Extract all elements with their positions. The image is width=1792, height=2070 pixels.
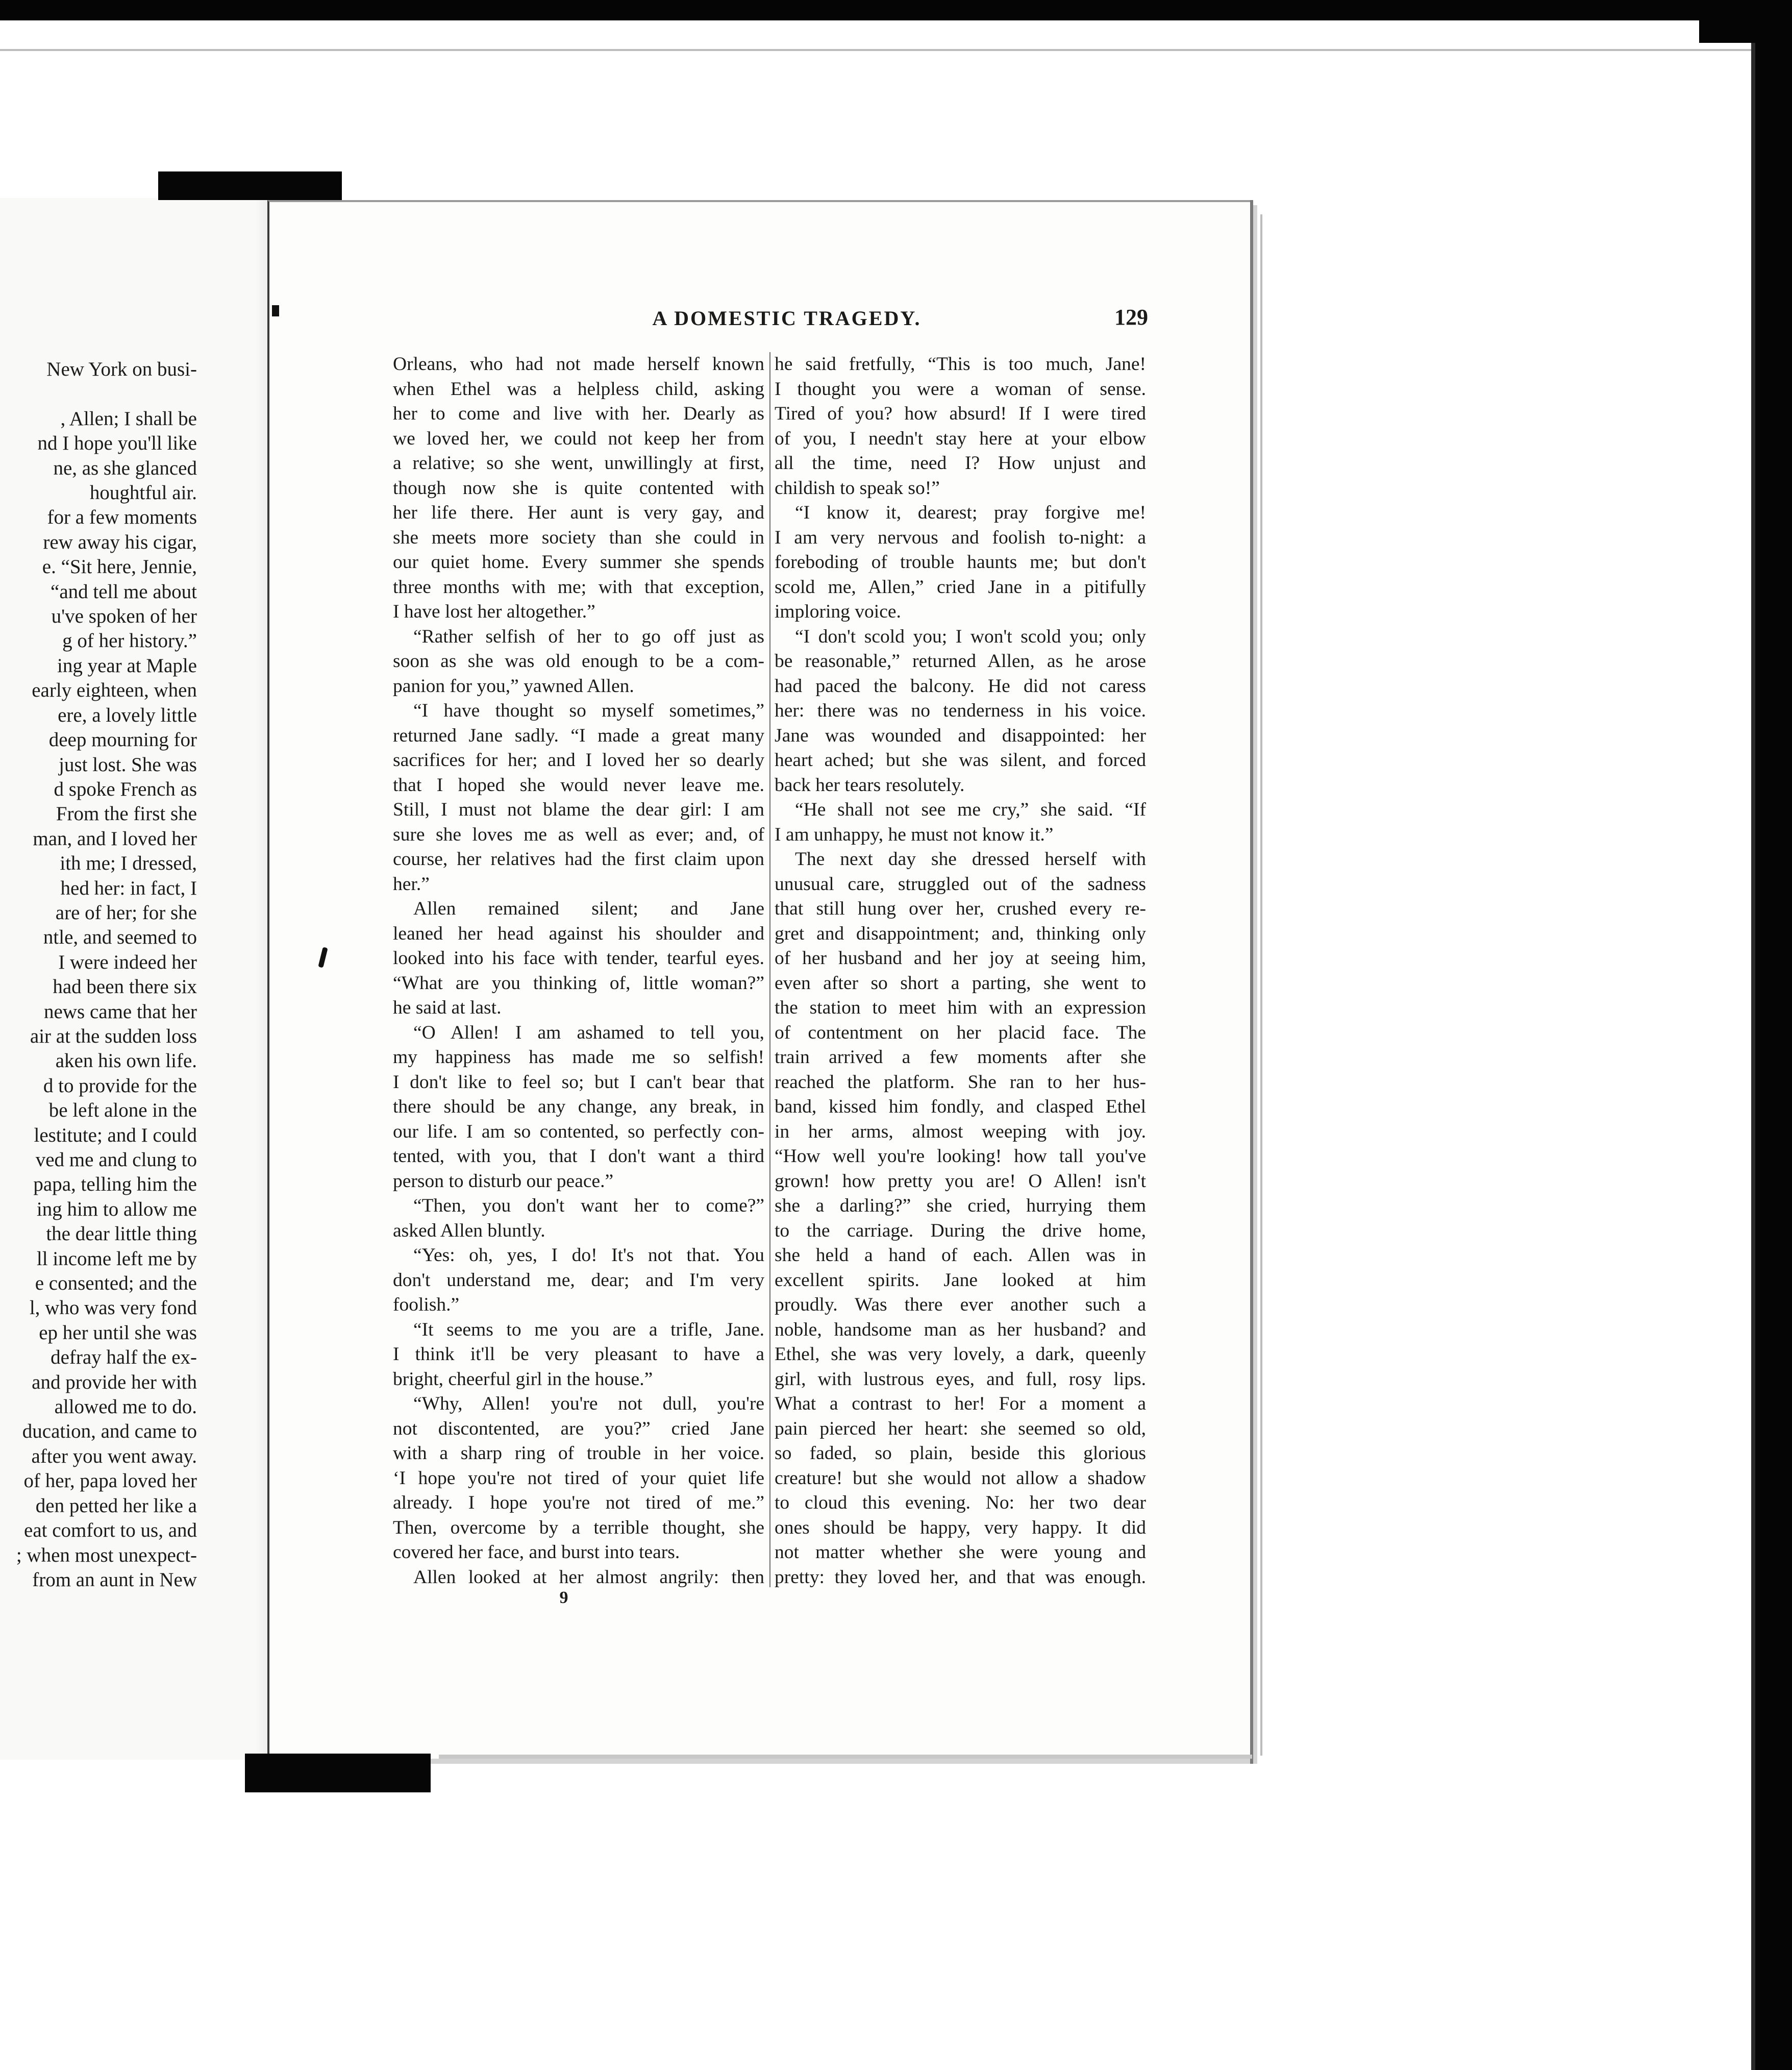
text-line: I am very nervous and foolish to-night: a bbox=[775, 527, 1146, 548]
text-line: scold me, Allen,” cried Jane in a pitifully bbox=[775, 576, 1146, 598]
text-line: Allen remained silent; and Jane bbox=[413, 898, 764, 919]
text-line: defray half the ex- bbox=[51, 1346, 197, 1369]
text-line: returned Jane sadly. “I made a great many bbox=[393, 725, 764, 746]
text-line: deep mourning for bbox=[48, 729, 197, 751]
text-line: eat comfort to us, and bbox=[24, 1519, 197, 1542]
text-line: ones should be happy, very happy. It did bbox=[775, 1517, 1146, 1538]
text-line: From the first she bbox=[56, 803, 197, 825]
text-line: Then, overcome by a terrible thought, she bbox=[393, 1517, 764, 1538]
text-line: air at the sudden loss bbox=[30, 1025, 197, 1047]
scan-frame-right bbox=[1755, 43, 1792, 2070]
text-line bbox=[0, 382, 197, 406]
previous-page-text bbox=[0, 357, 197, 1592]
previous-page bbox=[0, 198, 293, 1760]
text-line: tented, with you, that I don't want a third bbox=[393, 1146, 764, 1167]
text-line: pretty: they loved her, and that was enough. bbox=[775, 1566, 1146, 1588]
text-line: Tired of you? how absurd! If I were tired bbox=[775, 403, 1146, 424]
page-edge bbox=[1250, 200, 1253, 1764]
text-line: lestitute; and I could bbox=[34, 1124, 197, 1146]
text-line: ntle, and seemed to bbox=[43, 926, 197, 949]
text-line: grown! how pretty you are! O Allen! isn't bbox=[775, 1170, 1146, 1192]
text-line: she meets more society than she could in bbox=[393, 527, 764, 548]
text-line: in her arms, almost weeping with joy. bbox=[775, 1121, 1146, 1142]
text-line: d spoke French as bbox=[54, 778, 197, 800]
text-line: ll income left me by bbox=[36, 1247, 197, 1270]
text-line: excellent spirits. Jane looked at him bbox=[775, 1269, 1146, 1291]
text-line: to the carriage. During the drive home, bbox=[775, 1220, 1146, 1241]
text-line: our life. I am so contented, so perfectly con- bbox=[393, 1121, 764, 1142]
text-line: with a sharp ring of trouble in her voice. bbox=[393, 1443, 764, 1464]
text-line: foolish.” bbox=[393, 1294, 460, 1315]
text-line: “Then, you don't want her to come?” bbox=[413, 1195, 764, 1216]
text-line: course, her relatives had the first claim upon bbox=[393, 849, 764, 870]
text-line: news came that her bbox=[44, 1000, 197, 1023]
text-column-right bbox=[775, 352, 1146, 1590]
text-line: man, and I loved her bbox=[33, 827, 197, 850]
text-line: early eighteen, when bbox=[32, 679, 197, 702]
text-line: of you, I needn't stay here at your elbow bbox=[775, 428, 1146, 449]
ink-mark bbox=[272, 305, 279, 316]
text-line: so faded, so plain, beside this glorious bbox=[775, 1443, 1146, 1464]
text-line: “Rather selfish of her to go off just as bbox=[413, 626, 764, 647]
text-line: I were indeed her bbox=[58, 951, 197, 973]
text-line: unusual care, struggled out of the sadness bbox=[775, 873, 1146, 895]
text-line: “It seems to me you are a trifle, Jane. bbox=[413, 1319, 764, 1340]
text-line: The next day she dressed herself with bbox=[795, 849, 1146, 870]
text-line: “He shall not see me cry,” she said. “If bbox=[795, 799, 1146, 820]
text-line: childish to speak so!” bbox=[775, 477, 940, 499]
text-line: Orleans, who had not made herself known bbox=[393, 354, 764, 375]
text-line: already. I hope you're not tired of me.” bbox=[393, 1492, 764, 1513]
text-line: her.” bbox=[393, 873, 430, 895]
scan-frame-corner bbox=[1699, 0, 1792, 43]
text-column-left bbox=[393, 352, 764, 1590]
text-line: g of her history.” bbox=[62, 630, 197, 652]
text-line: ; when most unexpect- bbox=[16, 1544, 197, 1566]
text-line: we loved her, we could not keep her from bbox=[393, 428, 764, 449]
text-line: Still, I must not blame the dear girl: I am bbox=[393, 799, 764, 820]
text-line: girl, with lustrous eyes, and full, rosy lips. bbox=[775, 1368, 1146, 1390]
text-line: her: there was no tenderness in his voice. bbox=[775, 700, 1146, 721]
column-divider bbox=[769, 352, 770, 1587]
text-line: rew away his cigar, bbox=[43, 531, 197, 553]
text-line: person to disturb our peace.” bbox=[393, 1170, 614, 1192]
page-number: 129 bbox=[1114, 305, 1148, 330]
text-line: looked into his face with tender, tearful eyes. bbox=[393, 948, 764, 969]
text-line: there should be any change, any break, in bbox=[393, 1096, 764, 1117]
text-line: ere, a lovely little bbox=[58, 704, 197, 726]
text-line: ep her until she was bbox=[39, 1321, 197, 1344]
text-line: of contentment on her placid face. The bbox=[775, 1022, 1146, 1043]
scan-frame-top bbox=[0, 0, 1792, 20]
text-line: den petted her like a bbox=[35, 1494, 197, 1517]
text-line: our quiet home. Every summer she spends bbox=[393, 552, 764, 573]
text-line: and provide her with bbox=[32, 1371, 197, 1393]
text-line: “I know it, dearest; pray forgive me! bbox=[795, 502, 1146, 523]
text-line: hed her: in fact, I bbox=[60, 877, 197, 899]
text-line: back her tears resolutely. bbox=[775, 774, 965, 796]
text-line: leaned her head against his shoulder and bbox=[393, 923, 764, 944]
text-line: New York on busi- bbox=[46, 358, 197, 380]
text-line: of her husband and her joy at seeing him, bbox=[775, 948, 1146, 969]
text-line: houghtful air. bbox=[89, 482, 197, 504]
text-line: from an aunt in New bbox=[32, 1568, 197, 1591]
text-line: she a darling?” she cried, hurrying them bbox=[775, 1195, 1146, 1216]
text-line: , Allen; I shall be bbox=[60, 407, 197, 430]
text-line: soon as she was old enough to be a com- bbox=[393, 651, 764, 672]
text-line: imploring voice. bbox=[775, 601, 901, 622]
text-line: allowed me to do. bbox=[54, 1396, 197, 1418]
text-line: even after so short a parting, she went to bbox=[775, 972, 1146, 994]
text-line: are of her; for she bbox=[55, 901, 197, 924]
text-line: aken his own life. bbox=[55, 1050, 197, 1072]
text-line: noble, handsome man as her husband? and bbox=[775, 1319, 1146, 1340]
text-line: “I have thought so myself sometimes,” bbox=[413, 700, 764, 721]
text-line: Allen looked at her almost angrily: then bbox=[413, 1566, 764, 1588]
text-line: train arrived a few moments after she bbox=[775, 1047, 1146, 1068]
scan-frame-line bbox=[0, 49, 1755, 51]
text-line: asked Allen bluntly. bbox=[393, 1220, 545, 1241]
binding-tape-bottom bbox=[245, 1754, 431, 1792]
text-line: pain pierced her heart: she seemed so old, bbox=[775, 1418, 1146, 1439]
text-line: don't understand me, dear; and I'm very bbox=[393, 1269, 764, 1291]
text-line: ith me; I dressed, bbox=[60, 852, 197, 875]
text-line: “How well you're looking! how tall you've bbox=[775, 1146, 1146, 1167]
text-line: papa, telling him the bbox=[33, 1173, 197, 1196]
text-line: for a few moments bbox=[47, 506, 197, 529]
text-line: though now she is quite contented with bbox=[393, 477, 764, 499]
text-line: gret and disappointment; and, thinking only bbox=[775, 923, 1146, 944]
text-line: I think it'll be very pleasant to have a bbox=[393, 1344, 764, 1365]
text-line: after you went away. bbox=[31, 1445, 197, 1467]
text-line: her to come and live with her. Dearly as bbox=[393, 403, 764, 424]
text-line: I don't like to feel so; but I can't bear that bbox=[393, 1071, 764, 1093]
text-line: Jane was wounded and disappointed: her bbox=[775, 725, 1146, 746]
text-line: reached the platform. She ran to her hus- bbox=[775, 1071, 1146, 1093]
text-line: “I don't scold you; I won't scold you; only bbox=[795, 626, 1146, 647]
text-line: not matter whether she were young and bbox=[775, 1542, 1146, 1563]
text-line: sure she loves me as well as ever; and, of bbox=[393, 824, 764, 845]
text-line: that still hung over her, crushed every re- bbox=[775, 898, 1146, 919]
text-line: had paced the balcony. He did not caress bbox=[775, 675, 1146, 697]
text-line: u've spoken of her bbox=[51, 605, 197, 628]
text-line: bright, cheerful girl in the house.” bbox=[393, 1368, 653, 1390]
text-line: he said fretfully, “This is too much, Jane! bbox=[775, 354, 1146, 375]
text-line: my happiness has made me so selfish! bbox=[393, 1047, 764, 1068]
text-line: had been there six bbox=[53, 976, 197, 998]
text-line: ved me and clung to bbox=[35, 1149, 197, 1171]
text-line: be reasonable,” returned Allen, as he arose bbox=[775, 651, 1146, 672]
text-line: that I hoped she would never leave me. bbox=[393, 774, 764, 796]
text-line: sacrifices for her; and I loved her so dearly bbox=[393, 750, 764, 771]
text-line: not discontented, are you?” cried Jane bbox=[393, 1418, 764, 1439]
page-bottom-edge bbox=[439, 1755, 1252, 1759]
text-line: of her, papa loved her bbox=[23, 1470, 197, 1492]
text-line: I have lost her altogether.” bbox=[393, 601, 595, 622]
text-line: creature! but she would not allow a shadow bbox=[775, 1467, 1146, 1489]
text-line: “Why, Allen! you're not dull, you're bbox=[413, 1393, 764, 1414]
running-title: A DOMESTIC TRAGEDY. bbox=[652, 307, 922, 330]
text-line: three months with me; with that exception, bbox=[393, 576, 764, 598]
text-line: covered her face, and burst into tears. bbox=[393, 1542, 680, 1563]
signature-mark: 9 bbox=[559, 1588, 568, 1607]
text-line: l, who was very fond bbox=[29, 1297, 197, 1319]
text-line: all the time, need I? How unjust and bbox=[775, 453, 1146, 474]
text-line: “and tell me about bbox=[51, 580, 197, 603]
text-line: when Ethel was a helpless child, asking bbox=[393, 378, 764, 400]
text-line: proudly. Was there ever another such a bbox=[775, 1294, 1146, 1315]
binding-tape-top bbox=[158, 171, 342, 200]
text-line: I am unhappy, he must not know it.” bbox=[775, 824, 1054, 845]
text-line: ing him to allow me bbox=[36, 1198, 197, 1220]
text-line: “What are you thinking of, little woman?” bbox=[393, 972, 764, 994]
text-line: the station to meet him with an expression bbox=[775, 997, 1146, 1018]
text-line: nd I hope you'll like bbox=[37, 432, 197, 455]
text-line: “O Allen! I am ashamed to tell you, bbox=[413, 1022, 764, 1043]
text-line: e consented; and the bbox=[35, 1272, 197, 1295]
text-line: foreboding of trouble haunts me; but don't bbox=[775, 552, 1146, 573]
text-line: ing year at Maple bbox=[57, 654, 197, 677]
text-line: Ethel, she was very lovely, a dark, queenly bbox=[775, 1344, 1146, 1365]
text-line: ne, as she glanced bbox=[53, 457, 197, 479]
text-line: she held a hand of each. Allen was in bbox=[775, 1245, 1146, 1266]
text-line: the dear little thing bbox=[46, 1223, 197, 1245]
text-line: a relative; so she went, unwillingly at first, bbox=[393, 453, 764, 474]
text-line: band, kissed him fondly, and clasped Ethel bbox=[775, 1096, 1146, 1117]
text-line: her life there. Her aunt is very gay, and bbox=[393, 502, 764, 523]
text-line: panion for you,” yawned Allen. bbox=[393, 675, 634, 697]
text-line: heart ached; but she was silent, and forced bbox=[775, 750, 1146, 771]
text-line: I thought you were a woman of sense. bbox=[775, 378, 1146, 400]
text-line: d to provide for the bbox=[43, 1074, 197, 1097]
text-line: ‘I hope you're not tired of your quiet life bbox=[393, 1467, 764, 1489]
text-line: e. “Sit here, Jennie, bbox=[42, 556, 197, 578]
text-line: to cloud this evening. No: her two dear bbox=[775, 1492, 1146, 1513]
page-edge-secondary bbox=[1260, 214, 1262, 1756]
text-line: ducation, and came to bbox=[22, 1420, 197, 1443]
text-line: just lost. She was bbox=[59, 753, 197, 776]
text-line: be left alone in the bbox=[48, 1099, 197, 1122]
text-line: “Yes: oh, yes, I do! It's not that. You bbox=[413, 1245, 764, 1266]
text-line: What a contrast to her! For a moment a bbox=[775, 1393, 1146, 1414]
text-line: he said at last. bbox=[393, 997, 502, 1018]
